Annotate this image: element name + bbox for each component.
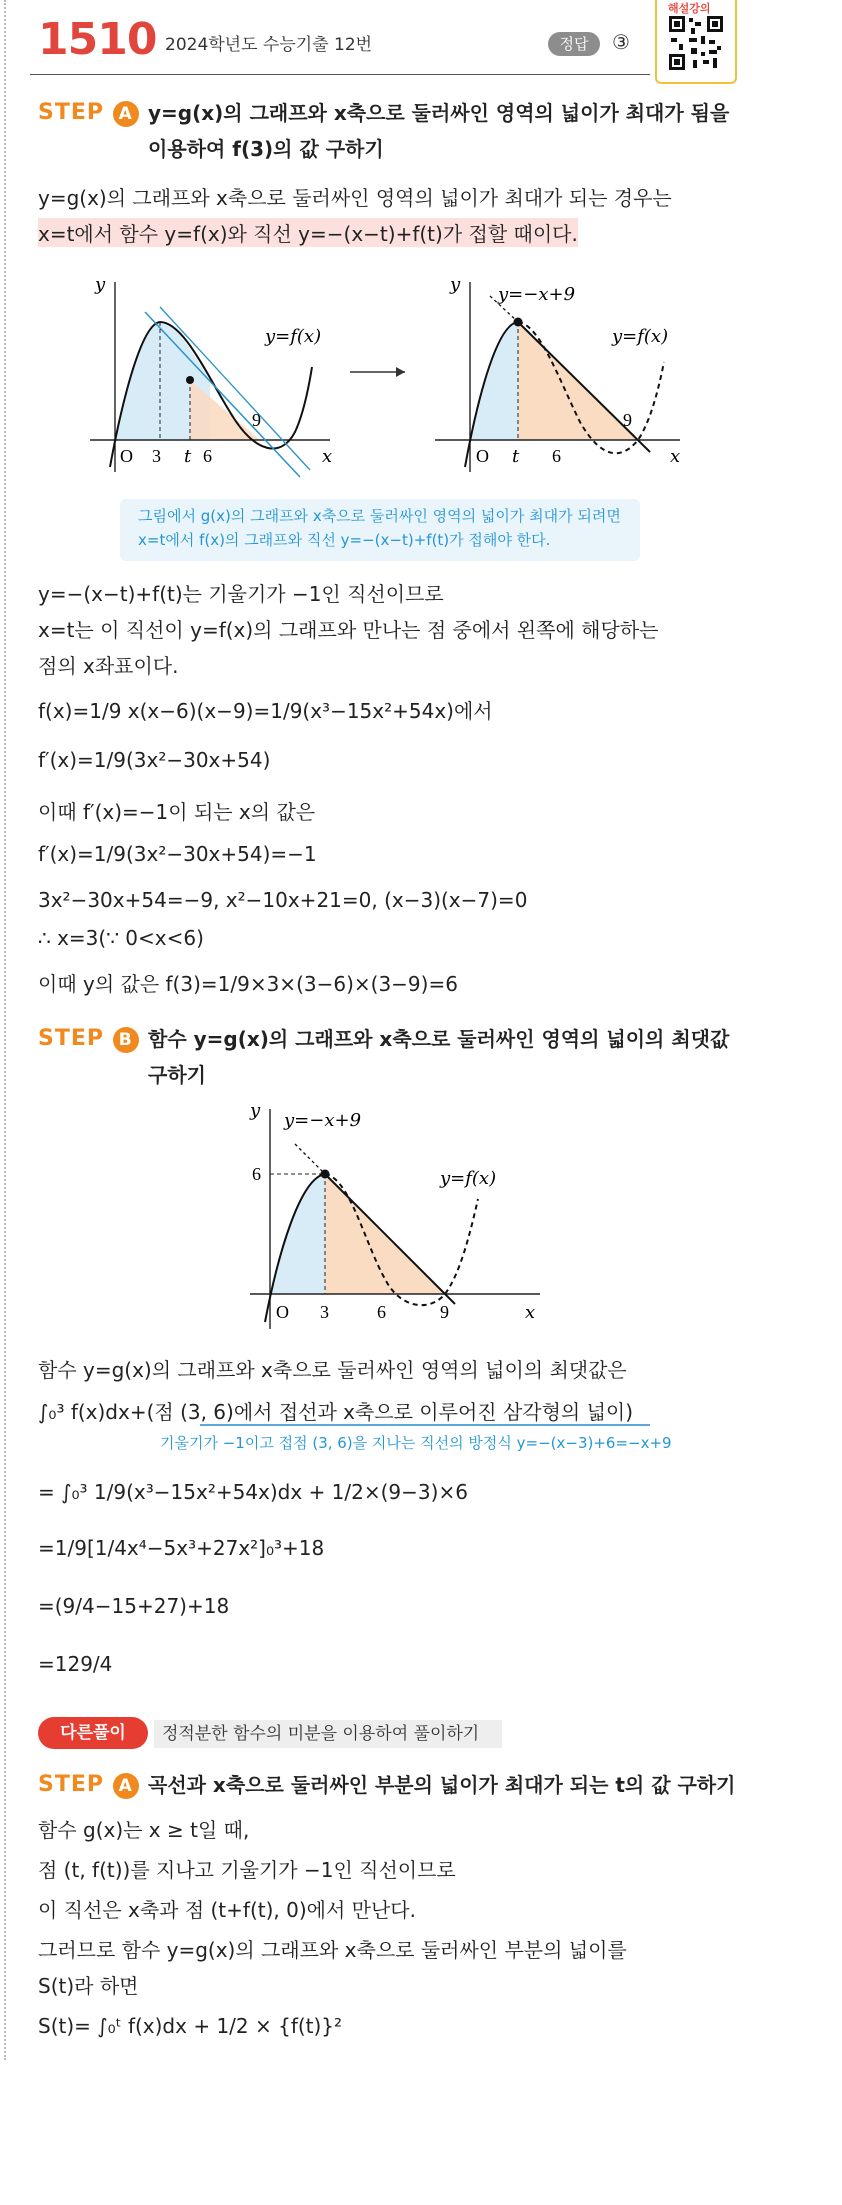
- note-line-2: x=t에서 f(x)의 그래프와 직선 y=−(x−t)+f(t)가 접해야 한다.: [138, 531, 551, 549]
- alt-line-5: S(t)라 하면: [38, 1974, 139, 1998]
- fig1-right-tickt: t: [512, 446, 520, 467]
- alt-step-a-letter: A: [113, 1773, 139, 1799]
- figure-1: [60, 262, 710, 482]
- alt-step-a-title: 곡선과 x축으로 둘러싸인 부분의 넓이가 최대가 되는 t의 값 구하기: [148, 1773, 736, 1797]
- fig1-left-tick3: 3: [152, 446, 161, 466]
- fig2-line-label: y=−x+9: [284, 1110, 362, 1131]
- figure-1-arrow: [350, 367, 405, 377]
- alt-line-3: 이 직선은 x축과 점 (t+f(t), 0)에서 만난다.: [38, 1898, 416, 1922]
- fig1-left-curve-label: y=f(x): [265, 326, 322, 347]
- fig2-tick6: 6: [377, 1302, 386, 1322]
- fig1-left-ylabel: y: [95, 274, 106, 295]
- fig1-right-curve-label: y=f(x): [612, 326, 669, 347]
- sol-a-line-2: x=t는 이 직선이 y=f(x)의 그래프와 만나는 점 중에서 왼쪽에 해당하는: [38, 618, 659, 642]
- step-b-letter: B: [113, 1027, 139, 1053]
- fig1-right-origin: O: [476, 446, 489, 466]
- step-a-badge: [38, 100, 139, 127]
- fig1-right-tick6: 6: [552, 446, 561, 466]
- step-b-title-1: 함수 y=g(x)의 그래프와 x축으로 둘러싸인 영역의 넓이의 최댓값: [148, 1027, 730, 1051]
- fig2-origin: O: [276, 1302, 289, 1322]
- figure-1-right: [435, 274, 680, 472]
- sol-a-line-9: ∴ x=3(∵ 0<x<6): [38, 926, 204, 950]
- sol-a-line-10: 이때 y의 값은 f(3)=1/9×3×(3−6)×(3−9)=6: [38, 972, 458, 996]
- alt-line-2: 점 (t, f(t))를 지나고 기울기가 −1인 직선이므로: [38, 1858, 456, 1882]
- sol-a-line-7: f′(x)=1/9(3x²−30x+54)=−1: [38, 842, 317, 866]
- fig1-left-tick9: 9: [252, 410, 261, 430]
- sol-b-line-5: =(9/4−15+27)+18: [38, 1594, 230, 1618]
- step-b-title-2: 구하기: [148, 1063, 206, 1087]
- fig2-tick9: 9: [440, 1302, 449, 1322]
- sol-a-line-6: 이때 f′(x)=−1이 되는 x의 값은: [38, 800, 316, 824]
- alt-line-1: 함수 g(x)는 x ≥ t일 때,: [38, 1818, 250, 1842]
- sol-b-underline: [200, 1424, 650, 1426]
- alt-step-a-label: STEP: [38, 1772, 105, 1797]
- fig1-left-origin: O: [120, 446, 133, 466]
- alt-line-4: 그러므로 함수 y=g(x)의 그래프와 x축으로 둘러싸인 부분의 넓이를: [38, 1938, 627, 1962]
- answer-label: 정답: [548, 32, 600, 56]
- sol-b-line-2: ∫₀³ f(x)dx+(점 (3, 6)에서 접선과 x축으로 이루어진 삼각형의 넓이): [38, 1400, 634, 1424]
- step-b-label: STEP: [38, 1026, 105, 1051]
- fig1-right-xlabel: x: [670, 446, 681, 467]
- sol-a-line-5: f′(x)=1/9(3x²−30x+54): [38, 748, 271, 772]
- step-a-label: STEP: [38, 100, 105, 125]
- alt-solution-badge: 다른풀이: [38, 1717, 148, 1749]
- sol-b-line-6: =129/4: [38, 1652, 113, 1676]
- header-rule: [30, 74, 650, 75]
- sol-a-line-8: 3x²−30x+54=−9, x²−10x+21=0, (x−3)(x−7)=0: [38, 888, 528, 912]
- alt-step-a-badge: [38, 1772, 139, 1799]
- sol-a-line-3: 점의 x좌표이다.: [38, 654, 179, 678]
- fig1-right-tick9: 9: [623, 410, 632, 430]
- fig1-right-ylabel: y: [450, 274, 461, 295]
- figure-2: [240, 1094, 550, 1334]
- fig1-left-tickt: t: [184, 446, 192, 467]
- step-a-body-1: y=g(x)의 그래프와 x축으로 둘러싸인 영역의 넓이가 최대가 되는 경우는: [38, 186, 672, 210]
- figure-1-left: [90, 274, 332, 477]
- problem-tag: 2024학년도 수능기출 12번: [165, 35, 373, 55]
- fig2-curve-label: y=f(x): [440, 1168, 497, 1189]
- step-a-title-1: y=g(x)의 그래프와 x축으로 둘러싸인 영역의 넓이가 최대가 됨을: [148, 101, 730, 125]
- qr-label: 해설강의: [668, 2, 711, 15]
- fig1-left-xlabel: x: [322, 446, 333, 467]
- sol-b-line-3: = ∫₀³ 1/9(x³−15x²+54x)dx + 1/2×(9−3)×6: [38, 1480, 468, 1504]
- problem-number: 1510: [38, 14, 157, 65]
- note-line-1: 그림에서 g(x)의 그래프와 x축으로 둘러싸인 영역의 넓이가 최대가 되려면: [138, 507, 621, 525]
- fig1-right-line-label: y=−x+9: [498, 284, 576, 305]
- step-a-body-2: x=t에서 함수 y=f(x)와 직선 y=−(x−t)+f(t)가 접할 때이다.: [38, 218, 578, 247]
- fig2-ylabel: y: [250, 1100, 261, 1121]
- step-a-letter: A: [113, 101, 139, 127]
- sol-a-line-1: y=−(x−t)+f(t)는 기울기가 −1인 직선이므로: [38, 582, 444, 606]
- sol-a-line-4: f(x)=1/9 x(x−6)(x−9)=1/9(x³−15x²+54x)에서: [38, 699, 493, 723]
- fig2-tick3: 3: [320, 1302, 329, 1322]
- answer-value: ③: [612, 30, 630, 54]
- fig1-left-tick6: 6: [203, 446, 212, 466]
- step-a-title-2: 이용하여 f(3)의 값 구하기: [148, 137, 384, 161]
- alt-line-6: S(t)= ∫₀ᵗ f(x)dx + 1/2 × {f(t)}²: [38, 2014, 343, 2038]
- sol-b-note: 기울기가 −1이고 접점 (3, 6)을 지나는 직선의 방정식 y=−(x−3)+6=−x+9: [160, 1434, 672, 1452]
- margin-dotted-line: [4, 0, 6, 2060]
- step-b-badge: [38, 1026, 139, 1053]
- sol-b-line-4: =1/9[1/4x⁴−5x³+27x²]₀³+18: [38, 1536, 325, 1560]
- sol-b-line-1: 함수 y=g(x)의 그래프와 x축으로 둘러싸인 영역의 넓이의 최댓값은: [38, 1358, 627, 1382]
- fig2-ytick6: 6: [252, 1164, 261, 1184]
- fig2-xlabel: x: [525, 1302, 536, 1323]
- alt-solution-desc: 정적분한 함수의 미분을 이용하여 풀이하기: [154, 1720, 502, 1748]
